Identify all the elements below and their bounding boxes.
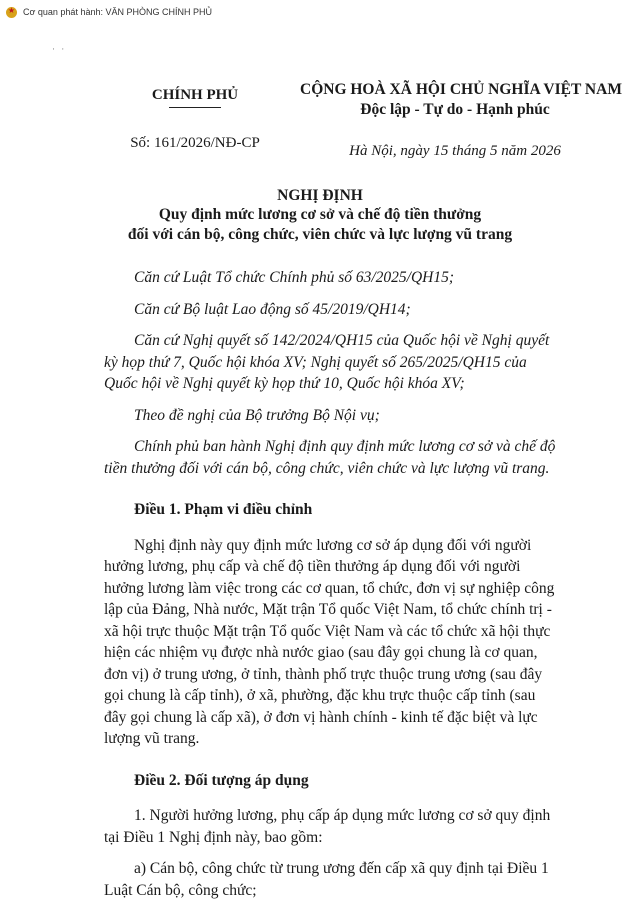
legal-basis-3: Căn cứ Nghị quyết số 142/2024/QH15 của Quốc hội về Nghị quyết kỳ họp thứ 7, Quốc hội khóa XV; Nghị quyết số 265/2025/QH15 của Quốc hội về Nghị quyết kỳ họp thứ 10, Quốc hội khóa XV; <box>104 332 550 392</box>
legal-basis-1: Căn cứ Luật Tổ chức Chính phủ số 63/2025/QH15; <box>134 269 455 286</box>
proposal-note: Theo đề nghị của Bộ trưởng Bộ Nội vụ; <box>134 406 380 424</box>
issuer-name: CHÍNH PHỦ <box>151 87 239 103</box>
document-number: Số: 161/2026/NĐ-CP <box>130 135 260 151</box>
article-2-point-a: a) Cán bộ, công chức từ trung ương đến cấp xã quy định tại Điều 1 Luật Cán bộ, công chức; <box>104 860 549 899</box>
place-date: Hà Nội, ngày 15 tháng 5 năm 2026 <box>349 143 561 159</box>
document-title-block <box>70 186 570 245</box>
national-heading-block <box>300 80 622 160</box>
document-body <box>104 267 556 911</box>
title-line-2: đối với cán bộ, công chức, viên chức và lực lượng vũ trang <box>127 226 513 243</box>
issuer-block <box>102 86 288 152</box>
national-motto: Độc lập - Tự do - Hạnh phúc <box>360 101 550 118</box>
article-1-text: Nghị định này quy định mức lương cơ sở áp dụng đối với người hưởng lương, phụ cấp và chế độ tiền thưởng áp dụng đối với người hưởng lương làm việc trong các cơ quan, tổ chức, đơn vị sự nghiệp công lập của Đảng, Nhà nước, Mặt trận Tổ quốc Việt Nam, tổ chức chính trị - xã hội trực thuộc Mặt trận Tổ quốc Việt Nam và các tổ chức xã hội thực hiện các nhiệm vụ được nhà nước giao (sau đây gọi chung là cơ quan, đơn vị) ở trung ương, ở tỉnh, thành phố trực thuộc trung ương (sau đây gọi chung là cấp tỉnh), ở xã, phường, đặc khu trực thuộc cấp tỉnh (sau đây gọi chung là cấp xã), ở đơn vị hành chính - kinh tế đặc biệt và lực lượng vũ trang. <box>104 536 555 747</box>
national-emblem-icon <box>6 7 17 18</box>
country-name: CỘNG HOÀ XÃ HỘI CHỦ NGHĨA VIỆT NAM <box>300 81 622 98</box>
promulgation-statement: Chính phủ ban hành Nghị định quy định mức lương cơ sở và chế độ tiền thưởng đối với cán bộ, công chức, viên chức và lực lượng vũ trang. <box>104 438 556 477</box>
legal-basis-2: Căn cứ Bộ luật Lao động số 45/2019/QH14; <box>134 300 411 318</box>
publisher-strip <box>6 5 212 19</box>
article-2-clause-1: 1. Người hưởng lương, phụ cấp áp dụng mức lương cơ sở quy định tại Điều 1 Nghị định này, bao gồm: <box>104 807 551 846</box>
issuer-underline <box>169 107 221 108</box>
article-1-heading: Điều 1. Phạm vi điều chỉnh <box>134 501 313 518</box>
title-line-1: Quy định mức lương cơ sở và chế độ tiền thưởng <box>158 206 482 223</box>
document-type: NGHỊ ĐỊNH <box>277 187 363 204</box>
publisher-label: Cơ quan phát hành: VĂN PHÒNG CHÍNH PHỦ <box>23 7 212 17</box>
article-2-heading: Điều 2. Đối tượng áp dụng <box>134 771 309 789</box>
scan-speck: · · <box>52 44 67 54</box>
